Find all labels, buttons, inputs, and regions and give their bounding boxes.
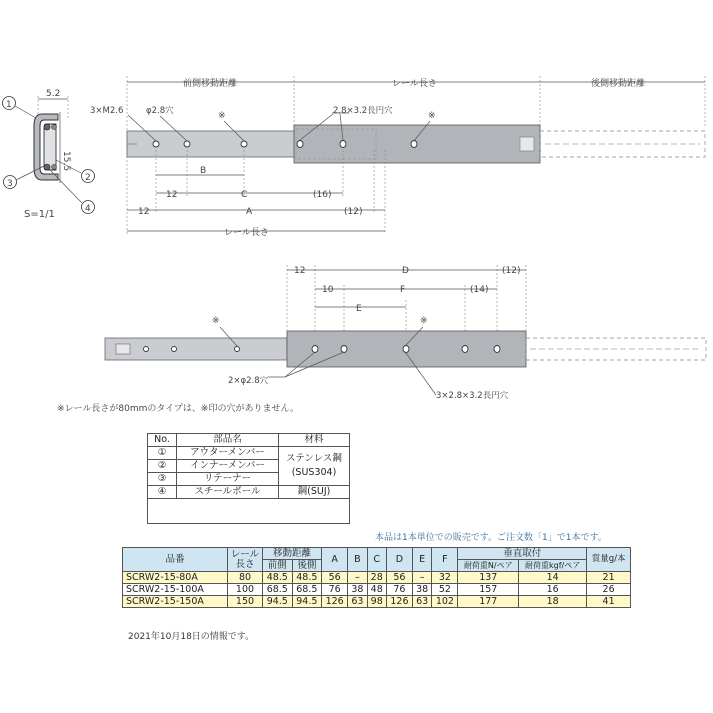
section-height: 15.5: [61, 151, 71, 172]
spec-header-front: 前側: [263, 560, 293, 572]
spec-header-rear: 後側: [292, 560, 322, 572]
spec-header-mass: 質量g/本: [587, 548, 631, 572]
scale-label: S=1/1: [24, 209, 55, 220]
rear-travel-label: 後側移動距離: [591, 79, 646, 89]
holes-left-label: 2×φ2.8穴: [228, 376, 269, 386]
mark-top-2: ※: [428, 111, 436, 121]
dim-12-a: 12: [166, 190, 178, 200]
bottom-rail-view: [57, 265, 706, 414]
dim-16: (16): [313, 190, 332, 200]
sales-note: 本品は1本単位での販売です。ご注文数「1」で1本です。: [375, 533, 607, 543]
rail-length-label: レール長さ: [392, 79, 437, 89]
callout-1: [3, 97, 37, 119]
spec-header-C: C: [367, 548, 386, 572]
dim-B: B: [200, 166, 207, 176]
spec-header-D: D: [386, 548, 412, 572]
mark-bottom-2: ※: [420, 316, 428, 326]
screw-hole-label: 3×M2.6: [90, 106, 124, 116]
spec-header-load-n: 耐荷重N/ペア: [458, 560, 519, 572]
slot-hole-label: 2.8×3.2長円穴: [333, 106, 393, 116]
parts-header-no: No.: [148, 434, 177, 447]
dim-A: A: [246, 207, 253, 217]
parts-row: ④ スチールボール 鋼(SUJ): [148, 486, 350, 499]
dim-E: E: [356, 304, 362, 314]
spec-row: SCRW2-15-80A 80 48.5 48.5 56 – 28 56 – 32 137 14 21: [123, 572, 631, 584]
svg-text:3: 3: [7, 179, 13, 189]
dim-12-c: (12): [344, 207, 363, 217]
parts-row: ② インナーメンバー: [148, 460, 350, 473]
parts-header-material: 材料: [279, 434, 350, 447]
drawing-footnote: ※レール長さが80mmのタイプは、※印の穴がありません。: [57, 404, 299, 414]
top-rail-view: [90, 76, 705, 238]
spec-header-travel: 移動距離: [263, 548, 322, 560]
spec-row: SCRW2-15-100A 100 68.5 68.5 76 38 48 76 38 52 157 16 26: [123, 584, 631, 596]
material-steel: 鋼(SUJ): [279, 486, 350, 499]
spec-header-vertical: 垂直取付: [458, 548, 587, 560]
spec-header-part: 品番: [123, 548, 228, 572]
phi-hole-label: φ2.8穴: [146, 106, 174, 116]
dim-12p: (12): [502, 266, 521, 276]
spec-header-A: A: [322, 548, 348, 572]
front-travel-label: 前側移動距離: [183, 79, 238, 89]
material-stainless: ステンレス鋼 (SUS304): [279, 447, 350, 486]
bottom-rail-length: レール長さ: [224, 228, 269, 238]
svg-text:1: 1: [6, 100, 12, 110]
dim-10: 10: [322, 285, 334, 295]
spec-table: [122, 547, 631, 608]
section-width: 5.2: [46, 89, 61, 99]
svg-text:2: 2: [85, 173, 91, 183]
spec-header-load-kgf: 耐荷重kgf/ペア: [519, 560, 587, 572]
parts-table: [147, 433, 350, 524]
spec-header-B: B: [348, 548, 367, 572]
cross-section: [3, 89, 95, 220]
parts-row: ① アウターメンバー ステンレス鋼 (SUS304): [148, 447, 350, 460]
svg-text:4: 4: [85, 204, 91, 214]
dim-12-b: 12: [138, 207, 150, 217]
parts-row: ③ リテーナー: [148, 473, 350, 486]
mark-top-1: ※: [218, 111, 226, 121]
holes-right-label: 3×2.8×3.2長円穴: [436, 391, 509, 401]
dim-12: 12: [294, 266, 306, 276]
spec-row: SCRW2-15-150A 150 94.5 94.5 126 63 98 126 63 102 177 18 41: [123, 596, 631, 608]
dim-14: (14): [470, 285, 489, 295]
info-date: 2021年10月18日の情報です。: [128, 632, 255, 642]
spec-header-rail: レール 長さ: [228, 548, 263, 572]
spec-header-F: F: [432, 548, 458, 572]
dim-F: F: [400, 285, 406, 295]
spec-header-E: E: [413, 548, 432, 572]
mark-bottom-1: ※: [212, 316, 220, 326]
dim-C: C: [241, 190, 248, 200]
parts-header-name: 部品名: [177, 434, 279, 447]
dim-D: D: [402, 266, 409, 276]
